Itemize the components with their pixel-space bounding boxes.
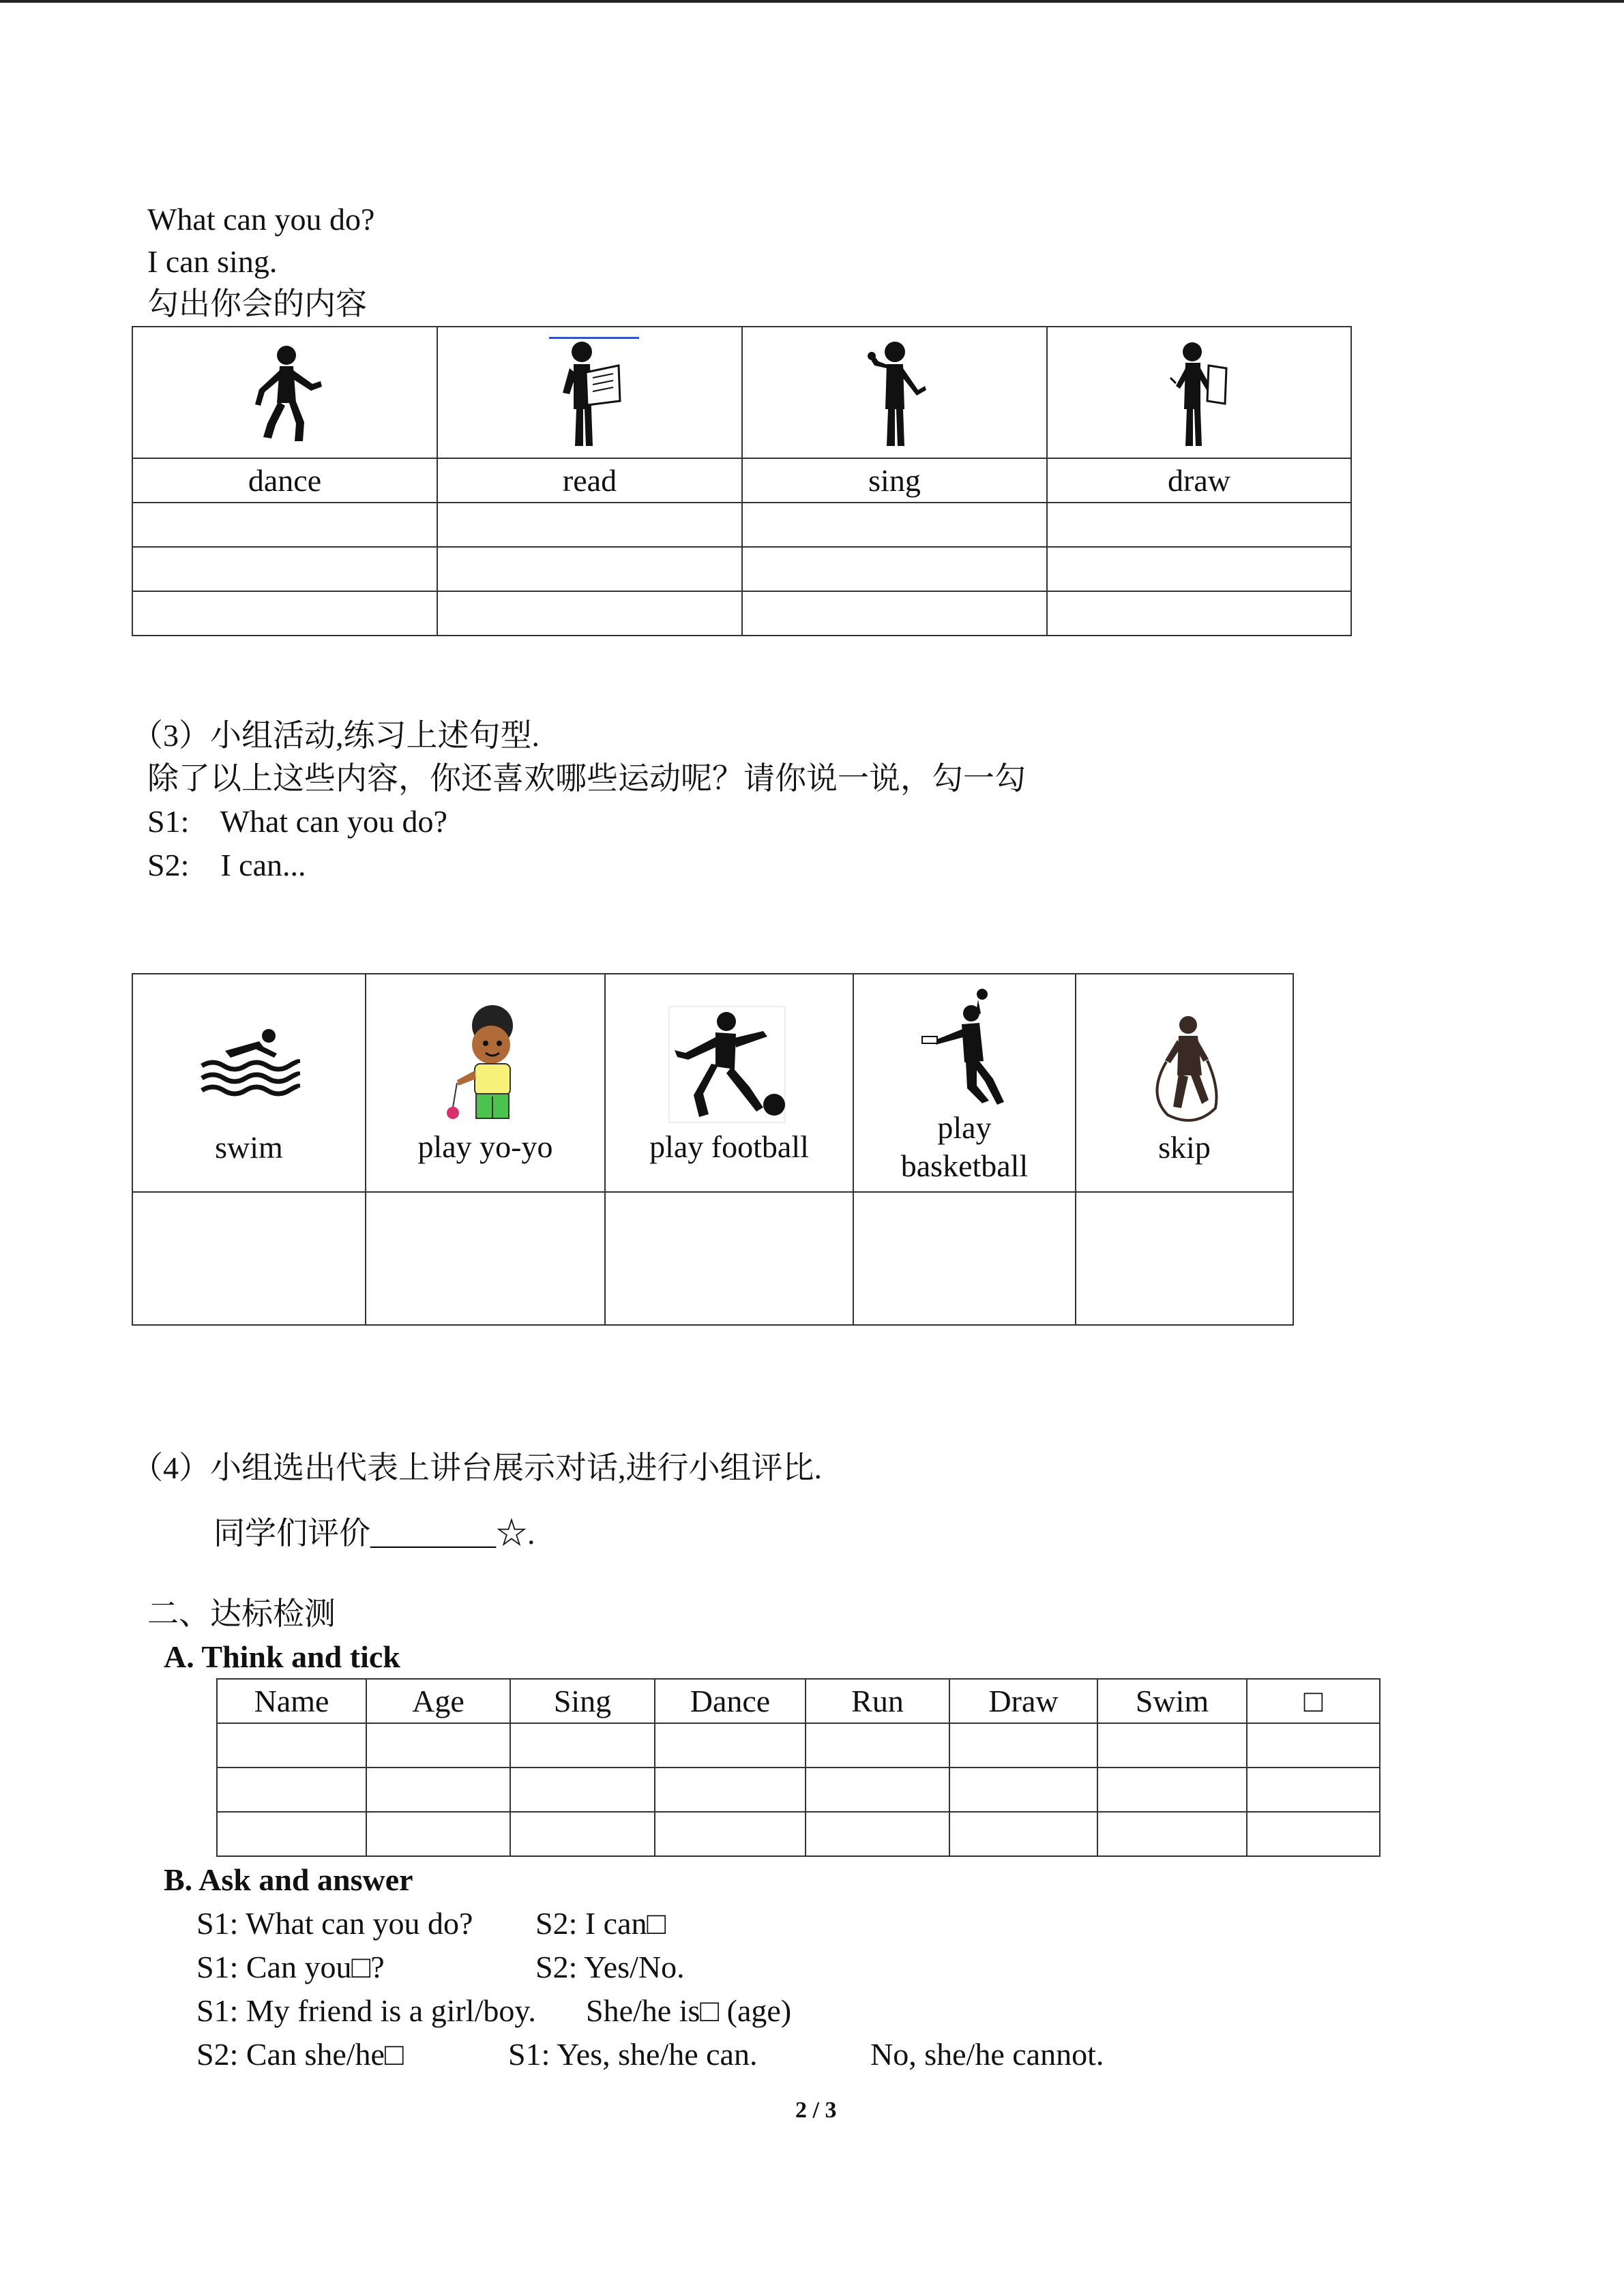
activity-table	[132, 326, 1352, 636]
drawing-figure-icon	[1158, 338, 1240, 447]
think-and-tick-table	[216, 1678, 1381, 1857]
tick-cell[interactable]	[132, 547, 437, 591]
entry-cell[interactable]	[949, 1768, 1097, 1812]
label-read: read	[437, 458, 742, 503]
entry-cell[interactable]	[510, 1812, 655, 1856]
section3-heading: （3）小组活动,练习上述句型.	[132, 718, 540, 753]
section3-prompt: 除了以上这些内容，你还喜欢哪些运动呢？请你说一说，勾一勾	[147, 761, 1026, 796]
tick-cell[interactable]	[742, 547, 1047, 591]
dialog-line-2a: S1: Can you□?	[196, 1950, 385, 1984]
page-top-border	[0, 0, 1624, 3]
col-dance: Dance	[655, 1679, 806, 1723]
dialog-s2: S2: I can...	[147, 848, 306, 882]
tick-cell[interactable]	[437, 591, 742, 636]
question-line: What can you do?	[147, 202, 375, 237]
entry-cell[interactable]	[949, 1812, 1097, 1856]
entry-cell[interactable]	[217, 1812, 366, 1856]
dialog-line-1a: S1: What can you do?	[196, 1906, 473, 1941]
answer-line: I can sing.	[147, 244, 278, 279]
entry-cell[interactable]	[1247, 1768, 1380, 1812]
tick-cell[interactable]	[437, 547, 742, 591]
entry-cell[interactable]	[366, 1768, 510, 1812]
label-play: play	[937, 1110, 992, 1145]
entry-cell[interactable]	[510, 1723, 655, 1768]
reading-figure-icon	[549, 338, 631, 447]
instruction-line: 勾出你会的内容	[147, 286, 367, 321]
entry-cell[interactable]	[510, 1768, 655, 1812]
col-name: Name	[217, 1679, 366, 1723]
football-cell	[605, 974, 853, 1192]
tick-cell[interactable]	[1047, 591, 1351, 636]
entry-cell[interactable]	[1097, 1723, 1247, 1768]
entry-cell[interactable]	[366, 1723, 510, 1768]
label-sing: sing	[742, 458, 1047, 503]
tick-cell[interactable]	[1076, 1192, 1293, 1325]
dialog-line-3a: S1: My friend is a girl/boy.	[196, 1993, 536, 2028]
label-draw: draw	[1047, 458, 1351, 503]
tick-cell[interactable]	[132, 1192, 366, 1325]
label-play-football: play football	[649, 1129, 809, 1164]
col-age: Age	[366, 1679, 510, 1723]
dialog-line-3b: She/he is□ (age)	[586, 1993, 792, 2028]
col-swim: Swim	[1097, 1679, 1247, 1723]
tick-cell[interactable]	[437, 503, 742, 547]
tick-cell[interactable]	[366, 1192, 605, 1325]
draw-picture-cell	[1047, 327, 1351, 458]
entry-cell[interactable]	[655, 1723, 806, 1768]
tick-cell[interactable]	[853, 1192, 1076, 1325]
col-sing: Sing	[510, 1679, 655, 1723]
part2-heading: 二、达标检测	[147, 1596, 336, 1631]
col-blank: □	[1247, 1679, 1380, 1723]
dialog-line-4b: S1: Yes, she/he can.	[508, 2037, 758, 2072]
yo-yo-boy-icon	[438, 1005, 533, 1128]
tick-cell[interactable]	[742, 591, 1047, 636]
page-number: 2 / 3	[795, 2098, 837, 2123]
yoyo-cell	[366, 974, 605, 1192]
tick-cell[interactable]	[132, 503, 437, 547]
dialog-line-4a: S2: Can she/he□	[196, 2037, 404, 2072]
entry-cell[interactable]	[806, 1723, 949, 1768]
entry-cell[interactable]	[1097, 1812, 1247, 1856]
entry-cell[interactable]	[655, 1812, 806, 1856]
dialog-line-2b: S2: Yes/No.	[535, 1950, 685, 1984]
dialog-line-1b: S2: I can□	[535, 1906, 666, 1941]
col-run: Run	[806, 1679, 949, 1723]
entry-cell[interactable]	[1247, 1812, 1380, 1856]
swimming-icon	[198, 1024, 300, 1105]
sing-picture-cell	[742, 327, 1047, 458]
tick-cell[interactable]	[742, 503, 1047, 547]
entry-cell[interactable]	[949, 1723, 1097, 1768]
tick-cell[interactable]	[1047, 547, 1351, 591]
skipping-rope-icon	[1140, 1013, 1229, 1129]
entry-cell[interactable]	[217, 1723, 366, 1768]
tick-cell[interactable]	[1047, 503, 1351, 547]
dance-picture-cell	[132, 327, 437, 458]
dancing-figure-icon	[244, 342, 326, 444]
tick-cell[interactable]	[132, 591, 437, 636]
football-player-icon	[668, 1005, 791, 1128]
basketball-cell	[853, 974, 1076, 1192]
label-play-yo-yo: play yo-yo	[417, 1129, 553, 1164]
swim-cell	[132, 974, 366, 1192]
entry-cell[interactable]	[366, 1812, 510, 1856]
label-dance: dance	[132, 458, 437, 503]
peer-rating: 同学们评价________☆.	[213, 1516, 535, 1551]
label-skip: skip	[1158, 1130, 1211, 1165]
entry-cell[interactable]	[806, 1768, 949, 1812]
basketball-player-icon	[917, 986, 1012, 1109]
entry-cell[interactable]	[806, 1812, 949, 1856]
part-b-title: B. Ask and answer	[164, 1862, 413, 1897]
label-swim: swim	[215, 1130, 283, 1165]
section4-heading: （4）小组选出代表上讲台展示对话,进行小组评比.	[132, 1450, 822, 1485]
dialog-s1: S1: What can you do?	[147, 804, 447, 839]
entry-cell[interactable]	[1097, 1768, 1247, 1812]
entry-cell[interactable]	[217, 1768, 366, 1812]
label-basketball: basketball	[900, 1148, 1029, 1183]
skip-cell	[1076, 974, 1293, 1192]
col-draw: Draw	[949, 1679, 1097, 1723]
tick-cell[interactable]	[605, 1192, 853, 1325]
sports-table	[132, 973, 1294, 1326]
entry-cell[interactable]	[655, 1768, 806, 1812]
dialog-line-4c: No, she/he cannot.	[870, 2037, 1104, 2072]
entry-cell[interactable]	[1247, 1723, 1380, 1768]
read-picture-cell	[437, 327, 742, 458]
part-a-title: A. Think and tick	[164, 1639, 400, 1674]
singing-figure-icon	[854, 338, 936, 447]
